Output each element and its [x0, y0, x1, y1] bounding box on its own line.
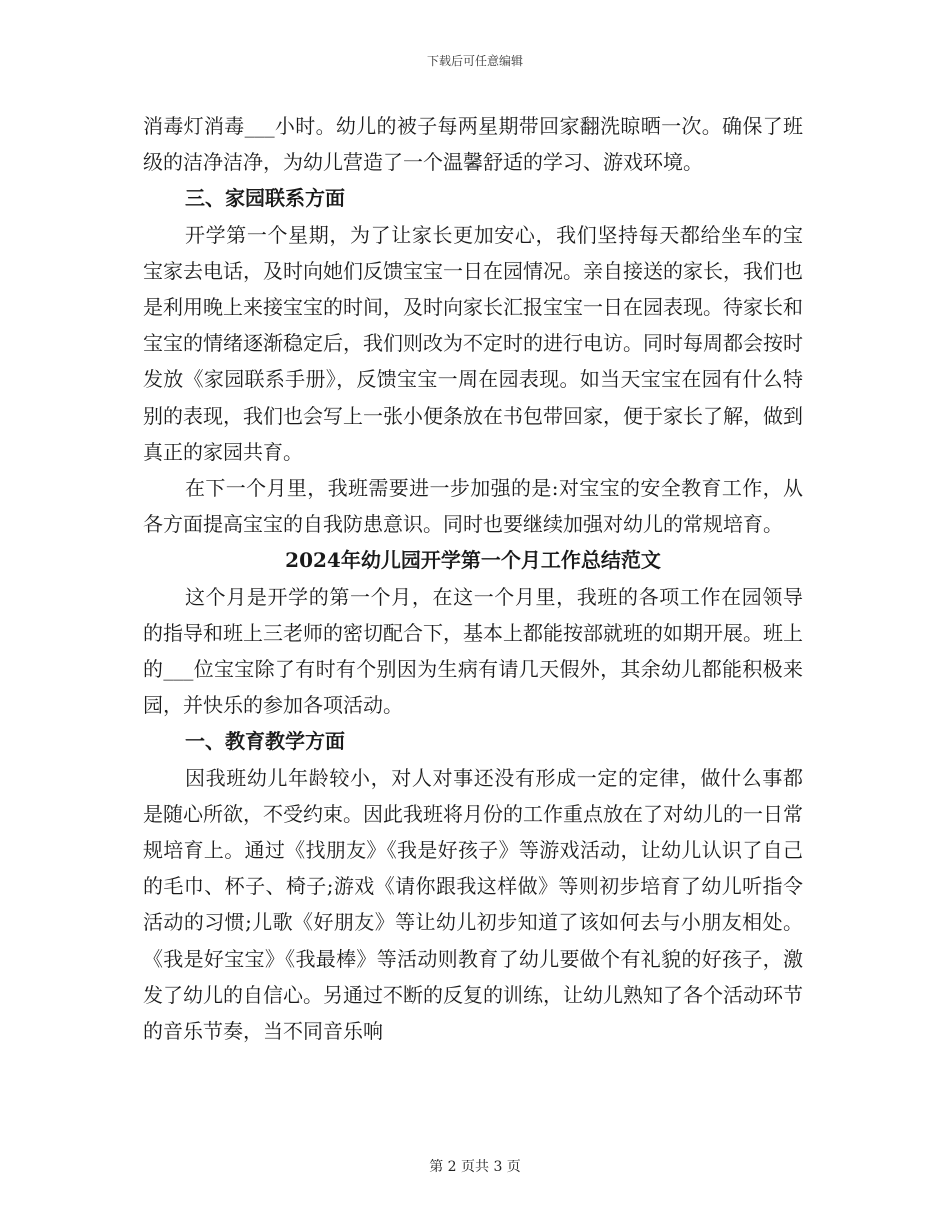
document-body: [143, 108, 803, 1049]
page-footer: 第 2 页共 3 页: [429, 1159, 521, 1175]
document-title: 2024年幼儿园开学第一个月工作总结范文: [285, 548, 661, 573]
page-header: 下载后可任意编辑: [426, 54, 523, 68]
paragraph-home-school-contact: 开学第一个星期，为了让家长更加安心，我们坚持每天都给坐车的宝宝家去电话，及时向她们反馈宝宝一日在园情况。亲自接送的家长，我们也是利用晚上来接宝宝的时间，及时向家长汇报宝宝一日在园表现。待家长和宝宝的情绪逐渐稳定后，我们则改为不定时的进行电访。同时每周都会按时发放《家园联系手册》，反馈宝宝一周在园表现。如当天宝宝在园有什么特别的表现，我们也会写上一张小便条放在书包带回家，便于家长了解，做到真正的家园共育。: [143, 222, 803, 464]
paragraph-hygiene: 消毒灯消毒___小时。幼儿的被子每两星期带回家翻洗晾晒一次。确保了班级的洁净洁净，为幼儿营造了一个温馨舒适的学习、游戏环境。: [143, 114, 803, 175]
paragraph-education: 因我班幼儿年龄较小，对人对事还没有形成一定的定律，做什么事都是随心所欲，不受约束。因此我班将月份的工作重点放在了对幼儿的一日常规培育上。通过《找朋友》《我是好孩子》等游戏活动，让幼儿认识了自己的毛巾、杯子、椅子;游戏《请你跟我这样做》等则初步培育了幼儿听指令活动的习惯;儿歌《好朋友》等让幼儿初步知道了该如何去与小朋友相处。《我是好宝宝》《我最棒》等活动则教育了幼儿要做个有礼貌的好孩子，激发了幼儿的自信心。另通过不断的反复的训练，让幼儿熟知了各个活动环节的音乐节奏，当不同音乐响: [143, 765, 803, 1044]
paragraph-next-month: 在下一个月里，我班需要进一步加强的是:对宝宝的安全教育工作，从各方面提高宝宝的自我防患意识。同时也要继续加强对幼儿的常规培育。: [143, 476, 803, 537]
paragraph-intro: 这个月是开学的第一个月，在这一个月里，我班的各项工作在园领导的指导和班上三老师的密切配合下，基本上都能按部就班的如期开展。班上的___位宝宝除了有时有个别因为生病有请几天假外，其余幼儿都能积极来园，并快乐的参加各项活动。: [143, 584, 803, 718]
section-heading-home-school: 三、家园联系方面: [185, 186, 345, 211]
section-heading-education: 一、教育教学方面: [185, 729, 345, 754]
